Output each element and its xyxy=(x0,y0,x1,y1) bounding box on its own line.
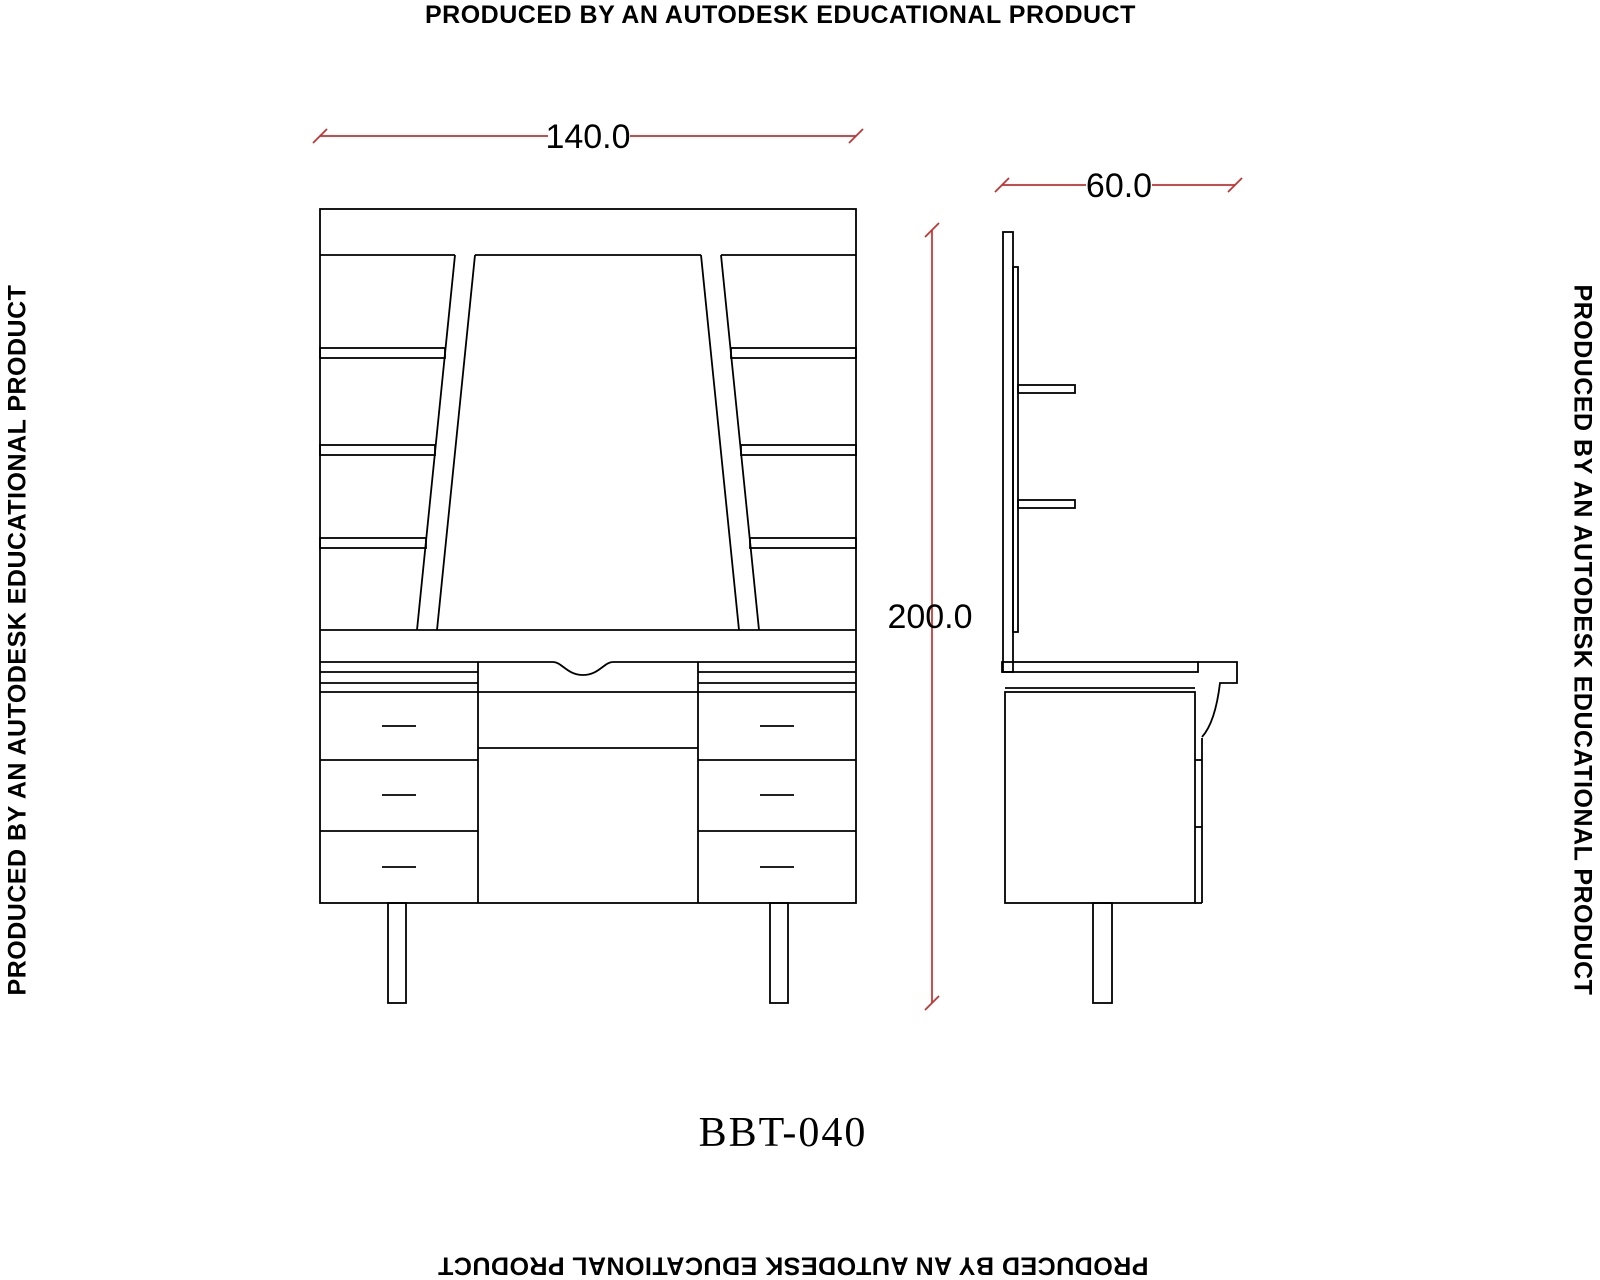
shelf-right-1 xyxy=(731,348,856,358)
front-leg-left xyxy=(388,903,406,1003)
side-shelf-1 xyxy=(1018,385,1075,393)
shelf-left-1 xyxy=(320,348,445,358)
banner-text-right: PRODUCED BY AN AUTODESK EDUCATIONAL PRODUCT xyxy=(1568,284,1597,996)
dimension-width xyxy=(313,118,863,156)
tabletop-edge-with-scoop xyxy=(320,662,856,675)
dimension-depth xyxy=(995,167,1242,205)
front-outer-frame xyxy=(320,209,856,903)
side-mirror-back-panel xyxy=(1003,232,1013,672)
side-view xyxy=(1002,232,1237,1003)
side-tabletop xyxy=(1002,662,1198,672)
mirror-frame-right-outer xyxy=(721,255,759,630)
side-overhang-bracket xyxy=(1198,662,1237,737)
banner-text-bottom: PRODUCED BY AN AUTODESK EDUCATIONAL PRODUCT xyxy=(437,1251,1149,1280)
dim-height-value: 200.0 xyxy=(887,598,973,636)
side-leg xyxy=(1093,903,1112,1003)
side-mirror-inner-panel xyxy=(1013,267,1018,632)
shelf-left-2 xyxy=(320,445,435,455)
shelf-left-3 xyxy=(320,538,426,548)
shelf-right-3 xyxy=(750,538,856,548)
banner-text-top: PRODUCED BY AN AUTODESK EDUCATIONAL PRODUCT xyxy=(425,1,1136,29)
front-view xyxy=(320,209,856,1003)
side-shelf-2 xyxy=(1018,500,1075,508)
mirror-frame-left-outer xyxy=(417,255,455,630)
dimension-height xyxy=(887,223,972,1010)
side-cabinet-body xyxy=(1005,692,1195,903)
dim-depth-value: 60.0 xyxy=(1085,167,1153,205)
banner-text-left: PRODUCED BY AN AUTODESK EDUCATIONAL PRODUCT xyxy=(3,284,32,996)
model-number-title: BBT-040 xyxy=(698,1110,868,1156)
dim-width-value: 140.0 xyxy=(545,118,631,156)
front-leg-right xyxy=(770,903,788,1003)
shelf-right-2 xyxy=(741,445,856,455)
mirror-frame-left-inner xyxy=(437,255,475,630)
mirror-frame-right-inner xyxy=(701,255,739,630)
